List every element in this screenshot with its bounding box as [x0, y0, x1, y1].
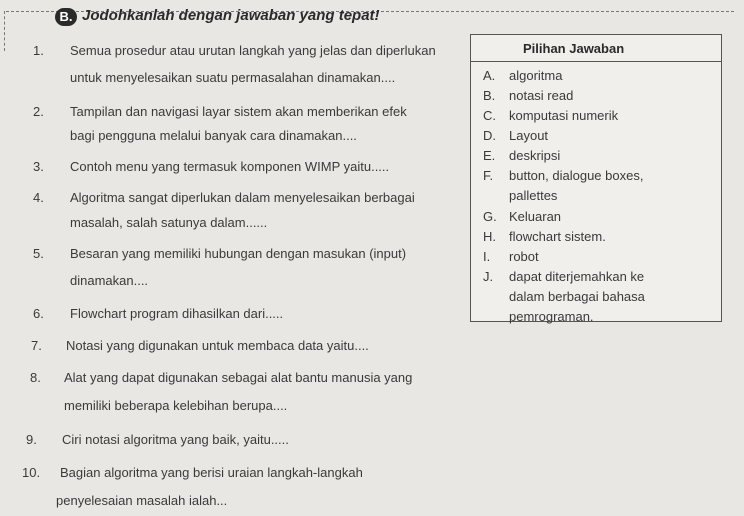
header-divider-left [4, 11, 6, 51]
answer-box-header [471, 35, 721, 62]
option-letter: A. [483, 68, 496, 83]
question-number: 4. [33, 190, 44, 205]
question-text: Tampilan dan navigasi layar sistem akan memberikan efek [70, 104, 407, 119]
question-text: Besaran yang memiliki hubungan dengan masukan (input) [70, 246, 407, 261]
option-text: pallettes [509, 188, 558, 203]
option-text: button, dialogue boxes, [509, 168, 644, 183]
option-letter: C. [483, 108, 496, 123]
question-number: 1. [33, 43, 44, 58]
option-text: pemrograman. [509, 309, 594, 324]
option-letter: F. [483, 168, 494, 183]
option-text: dapat diterjemahkan ke [509, 269, 645, 284]
question-text: Flowchart program dihasilkan dari..... [70, 306, 284, 321]
question-number: 7. [31, 338, 42, 353]
option-text: dalam berbagai bahasa [509, 289, 645, 304]
question-text: penyelesaian masalah ialah... [56, 493, 228, 508]
option-letter: D. [483, 128, 496, 143]
option-letter: H. [483, 229, 496, 244]
question-text: Alat yang dapat digunakan sebagai alat bantu manusia yang [64, 370, 413, 385]
section-badge: B. [55, 8, 77, 26]
option-text: komputasi numerik [509, 108, 619, 123]
question-number: 3. [33, 159, 44, 174]
question-number: 9. [26, 432, 37, 447]
question-text: dinamakan.... [70, 273, 149, 288]
question-text: masalah, salah satunya dalam...... [70, 215, 268, 230]
question-text: Semua prosedur atau urutan langkah yang jelas dan diperlukan [70, 43, 436, 58]
question-text: bagi pengguna melalui banyak cara dinamakan.... [70, 128, 357, 143]
option-text: Layout [509, 128, 549, 143]
question-text: Contoh menu yang termasuk komponen WIMP yaitu..... [70, 159, 390, 174]
option-letter: G. [483, 209, 497, 224]
question-number: 10. [22, 465, 41, 480]
question-number: 8. [30, 370, 41, 385]
option-letter: J. [483, 269, 494, 284]
answer-choices-box [470, 34, 722, 322]
question-text: memiliki beberapa kelebihan berupa.... [64, 398, 288, 413]
question-text: untuk menyelesaikan suatu permasalahan dinamakan.... [70, 70, 396, 85]
question-number: 5. [33, 246, 44, 261]
question-text: Algoritma sangat diperlukan dalam menyelesaikan berbagai [70, 190, 415, 205]
option-letter: I. [483, 249, 491, 264]
question-text: Ciri notasi algoritma yang baik, yaitu..... [62, 432, 289, 447]
option-text: deskripsi [509, 148, 561, 163]
option-letter: E. [483, 148, 496, 163]
option-text: Keluaran [509, 209, 562, 224]
option-letter: B. [483, 88, 496, 103]
option-text: flowchart sistem. [509, 229, 606, 244]
option-text: algoritma [509, 68, 563, 83]
question-number: 2. [33, 104, 44, 119]
question-number: 6. [33, 306, 44, 321]
option-text: robot [509, 249, 539, 264]
answer-box-title: Pilihan Jawaban [523, 41, 625, 56]
question-text: Notasi yang digunakan untuk membaca data yaitu.... [66, 338, 369, 353]
question-text: Bagian algoritma yang berisi uraian langkah-langkah [60, 465, 363, 480]
section-title: Jodohkanlah dengan jawaban yang tepat! [82, 7, 380, 24]
option-text: notasi read [509, 88, 574, 103]
